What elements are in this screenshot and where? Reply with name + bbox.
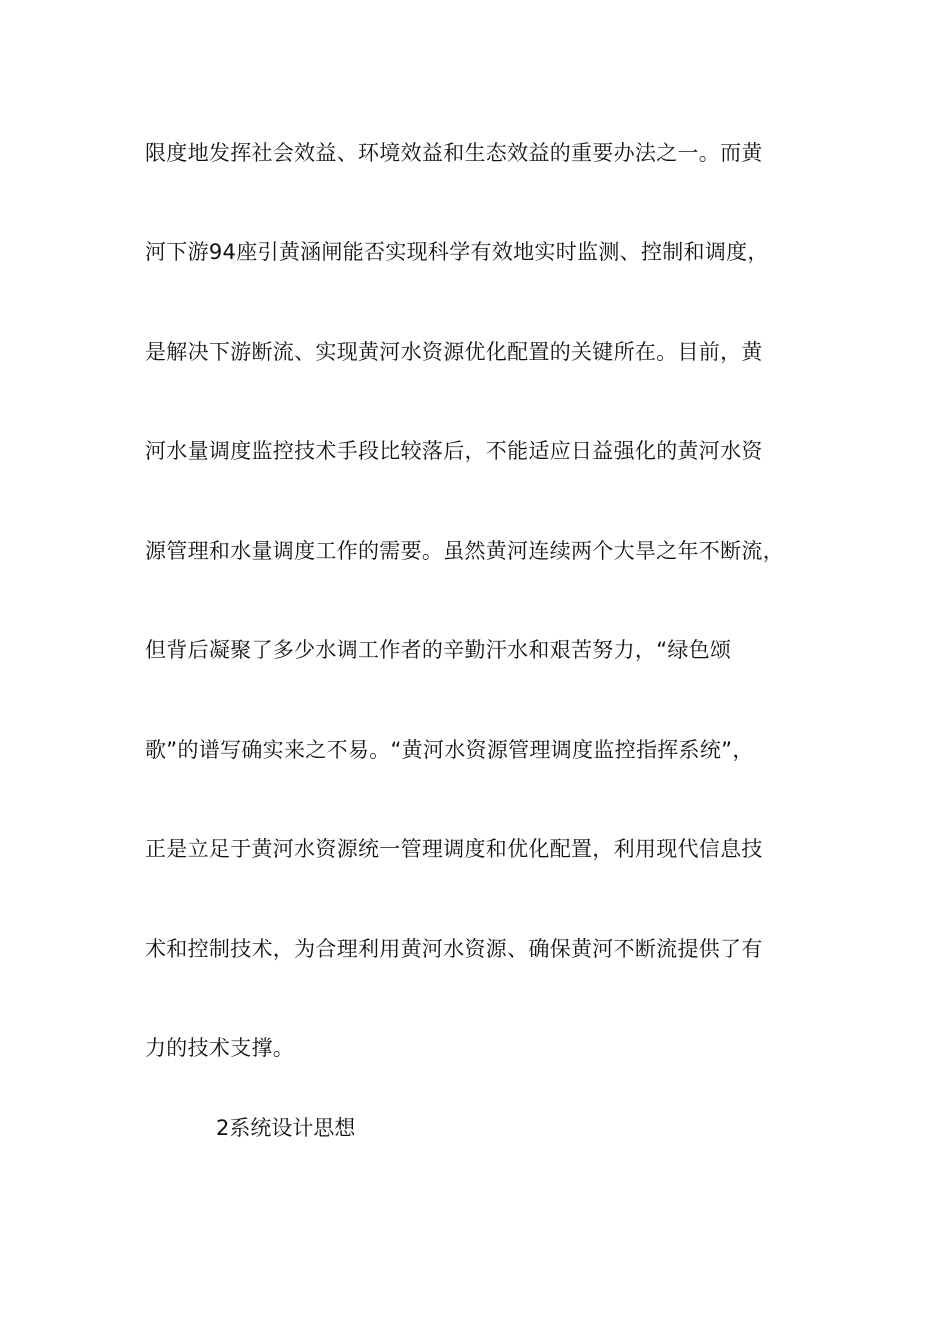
paragraph-line-7: 歌”的谱写确实来之不易。“黄河水资源管理调度监控指挥系统”，: [145, 738, 754, 762]
paragraph-line-10: 力的技术支撑。: [145, 1036, 295, 1060]
paragraph-line-1: 限度地发挥社会效益、环境效益和生态效益的重要办法之一。而黄: [145, 141, 763, 165]
paragraph-line-4: 河水量调度监控技术手段比较落后，不能适应日益强化的黄河水资: [145, 439, 763, 463]
section-heading: 2系统设计思想: [216, 1116, 356, 1140]
paragraph-line-9: 术和控制技术，为合理利用黄河水资源、确保黄河不断流提供了有: [145, 937, 763, 961]
paragraph-line-8: 正是立足于黄河水资源统一管理调度和优化配置，利用现代信息技: [145, 837, 763, 861]
paragraph-line-6: 但背后凝聚了多少水调工作者的辛勤汗水和艰苦努力，“绿色颂: [145, 638, 732, 662]
paragraph-line-3: 是解决下游断流、实现黄河水资源优化配置的关键所在。目前，黄: [145, 340, 763, 364]
paragraph-line-2: 河下游94座引黄涵闸能否实现科学有效地实时监测、控制和调度，: [145, 240, 769, 264]
paragraph-line-5: 源管理和水量调度工作的需要。虽然黄河连续两个大旱之年不断流，: [145, 539, 784, 563]
